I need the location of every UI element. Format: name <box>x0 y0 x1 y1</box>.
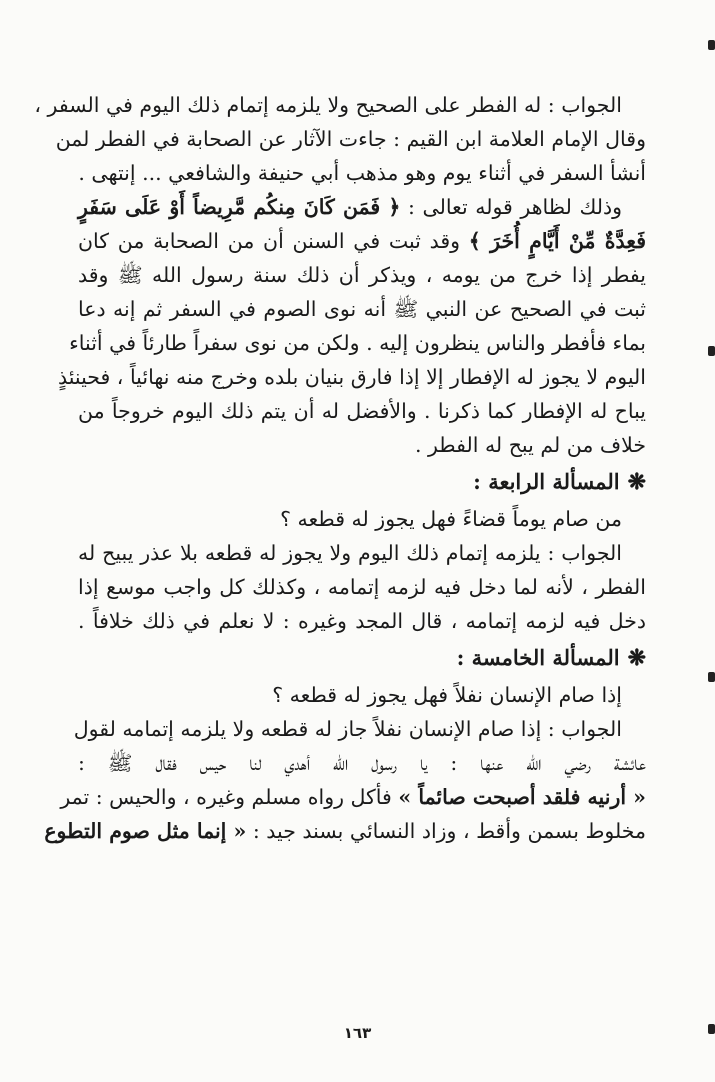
text-line: الجواب : له الفطر على الصحيح ولا يلزمه إتمام ذلك اليوم في السفر ، <box>34 93 622 117</box>
text-line: دخل فيه لزمه إتمامه ، قال المجد وغيره : لا نعلم في ذلك خلافاً . <box>78 609 646 633</box>
quoted-text: « أرنيه فلقد أصبحت صائماً » <box>398 785 646 809</box>
quoted-text: « إنما مثل صوم التطوع <box>44 819 247 843</box>
text-line: أنشأ السفر في أثناء يوم وهو مذهب أبي حنيفة والشافعي ... إنتهى . <box>78 161 646 185</box>
heading-text: المسألة الخامسة : <box>456 645 620 670</box>
line-segment: وذلك لظاهر قوله تعالى : <box>400 195 622 219</box>
text-line <box>78 190 646 224</box>
text-line: الجواب : إذا صام الإنسان نفلاً جاز له قطعه ولا يلزمه إتمامه لقول <box>73 717 622 741</box>
quoted-text: ﴿ فَمَن كَانَ مِنكُم مَّرِيضاً أَوْ عَلَى سَفَرٍ <box>78 195 401 219</box>
edge-mark-lower <box>708 672 715 682</box>
text-line: ثبت في الصحيح عن النبي ﷺ أنه نوى الصوم في السفر ثم إنه دعا <box>78 297 646 321</box>
text-line: خلاف من لم يبح له الفطر . <box>414 433 646 457</box>
page-body <box>34 88 646 848</box>
text-line <box>78 224 646 258</box>
text-line: عائشة رضي الله عنها : يا رسول الله أهدي لنا حيس فقال ﷺ : <box>78 751 646 775</box>
text-line: الفطر ، لأنه لما دخل فيه لزمه إتمامه ، وكذلك كل واجب موسع إذا <box>78 575 646 599</box>
text-line: بماء فأفطر والناس ينظرون إليه . ولكن من نوى سفراً طارئاً في أثناء <box>69 331 646 355</box>
text-line: الجواب : يلزمه إتمام ذلك اليوم ولا يجوز له قطعه بلا عذر يبيح له <box>78 541 622 565</box>
line-segment: مخلوط بسمن وأقط ، وزاد النسائي بسند جيد : <box>246 819 646 843</box>
text-line: من صام يوماً قضاءً فهل يجوز له قطعه ؟ <box>280 507 622 531</box>
star-icon: ❋ <box>627 645 646 671</box>
page-number: ١٦٣ <box>343 1024 372 1042</box>
text-line <box>44 814 646 848</box>
quoted-text: فَعِدَّةٌ مِّنْ أَيَّامٍ أُخَرَ ﴾ <box>468 229 646 253</box>
text-line: يباح له الإفطار كما ذكرنا . والأفضل له أن يتم ذلك اليوم خروجاً من <box>78 399 646 423</box>
line-segment: وقد ثبت في السنن أن من الصحابة من كان <box>78 229 469 253</box>
text-line: اليوم لا يجوز له الإفطار إلا إذا فارق بنيان بلده وخرج منه نهائياً ، فحينئذٍ <box>57 365 646 389</box>
heading-text: المسألة الرابعة : <box>473 469 620 494</box>
edge-mark-mid <box>708 346 715 356</box>
edge-mark-bottom <box>708 1024 715 1034</box>
section-heading <box>78 462 646 502</box>
edge-mark-top <box>708 40 715 50</box>
line-segment: فأكل رواه مسلم وغيره ، والحيس : تمر <box>60 785 399 809</box>
text-line: يفطر إذا خرج من يومه ، ويذكر أن ذلك سنة رسول الله ﷺ وقد <box>78 263 646 287</box>
text-line: وقال الإمام العلامة ابن القيم : جاءت الآثار عن الصحابة في الفطر لمن <box>55 127 646 151</box>
text-line <box>60 780 646 814</box>
star-icon: ❋ <box>627 469 646 495</box>
section-heading <box>78 638 646 678</box>
text-line: إذا صام الإنسان نفلاً فهل يجوز له قطعه ؟ <box>272 683 622 707</box>
